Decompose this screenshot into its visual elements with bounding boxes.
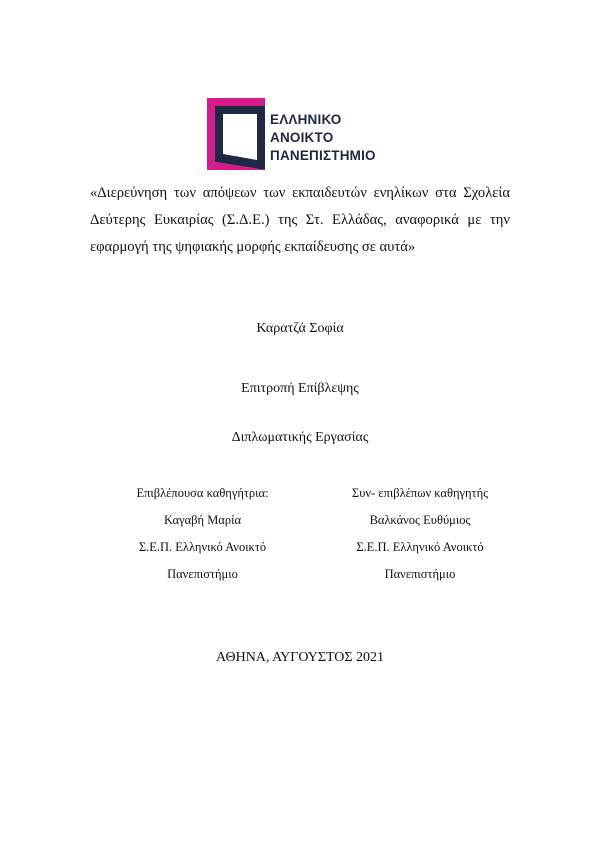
supervisor-role: Επιβλέπουσα καθηγήτρια:: [136, 486, 269, 500]
co-supervisor-affiliation-2: Πανεπιστήμιο: [384, 567, 456, 581]
logo-line-3: ΠΑΝΕΠΙΣΤΗΜΙΟ: [270, 148, 376, 163]
logo-text: [270, 111, 376, 165]
co-supervisor-block: [330, 486, 510, 586]
supervisor-block: [115, 486, 290, 586]
supervisor-name: Καγαβή Μαρία: [163, 513, 242, 527]
co-supervisor-name: Βαλκάνος Ευθύμιος: [369, 513, 471, 527]
thesis-title: «Διερεύνηση των απόψεων των εκπαιδευτών ενηλίκων στα Σχολεία Δεύτερης Ευκαιρίας (Σ.Δ.Ε.) της Στ. Ελλάδας, αναφορικά με την εφαρμογή της ψηφιακής μορφής εκπαίδευσης σε αυτά»: [90, 185, 510, 255]
place-date: ΑΘΗΝΑ, ΑΥΓΟΥΣΤΟΣ 2021: [215, 650, 385, 665]
committee-heading: Επιτροπή Επίβλεψης: [241, 381, 359, 396]
supervisor-affiliation-1: Σ.Ε.Π. Ελληνικό Ανοικτό: [138, 540, 267, 554]
logo-line-1: ΕΛΛΗΝΙΚΟ: [270, 112, 342, 127]
logo-line-2: ΑΝΟΙΚΤΟ: [270, 130, 334, 145]
supervisor-affiliation-2: Πανεπιστήμιο: [167, 567, 238, 581]
co-supervisor-affiliation-1: Σ.Ε.Π. Ελληνικό Ανοικτό: [356, 540, 484, 554]
author-name: Καρατζά Σοφία: [256, 321, 344, 336]
thesis-type: Διπλωματικής Εργασίας: [231, 430, 369, 445]
co-supervisor-role: Συν- επιβλέπων καθηγητής: [351, 486, 489, 500]
